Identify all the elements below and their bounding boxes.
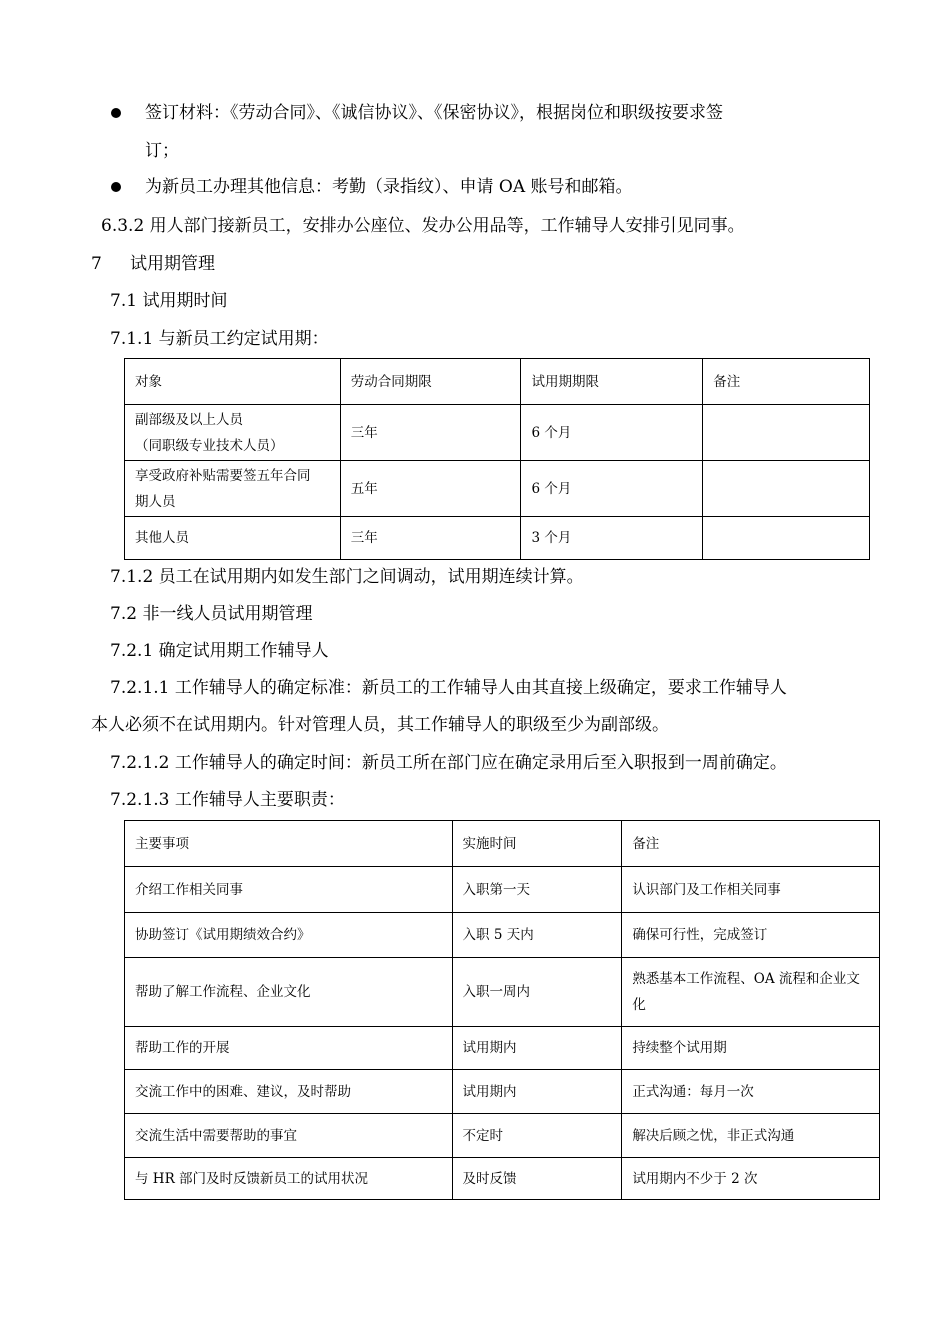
cell-line: 化 bbox=[632, 997, 646, 1013]
table-header-cell: 备注 bbox=[703, 359, 870, 405]
table-cell: 介绍工作相关同事 bbox=[125, 867, 453, 913]
heading-7-1-1: 7.1.1 与新员工约定试用期： bbox=[110, 329, 329, 349]
table-cell: 三年 bbox=[340, 517, 521, 560]
table-header-cell: 劳动合同期限 bbox=[340, 359, 521, 405]
paragraph-7-1-2: 7.1.2 员工在试用期内如发生部门之间调动，试用期连续计算。 bbox=[110, 567, 584, 587]
cell-line: 熟悉基本工作流程、OA 流程和企业文 bbox=[632, 971, 860, 987]
table-cell bbox=[622, 958, 880, 1027]
table-cell: 认识部门及工作相关同事 bbox=[622, 867, 880, 913]
table-cell: 五年 bbox=[340, 461, 521, 517]
table-row bbox=[125, 1027, 880, 1070]
bullet-text-continued: 订； bbox=[145, 141, 179, 161]
section-title: 试用期管理 bbox=[130, 254, 215, 274]
section-number: 7 bbox=[91, 254, 102, 274]
mentor-duties-table bbox=[124, 820, 880, 1200]
heading-7-2-1: 7.2.1 确定试用期工作辅导人 bbox=[110, 641, 329, 661]
table-cell: 不定时 bbox=[452, 1114, 622, 1158]
table-cell: 解决后顾之忧，非正式沟通 bbox=[622, 1114, 880, 1158]
probation-period-table bbox=[124, 358, 870, 560]
table-cell bbox=[125, 405, 341, 461]
table-cell: 试用期内 bbox=[452, 1070, 622, 1114]
table-row bbox=[125, 517, 870, 560]
table-cell: 及时反馈 bbox=[452, 1158, 622, 1200]
table-row bbox=[125, 867, 880, 913]
table-cell: 持续整个试用期 bbox=[622, 1027, 880, 1070]
table-cell bbox=[703, 405, 870, 461]
table-row bbox=[125, 405, 870, 461]
bullet-text: 签订材料：《劳动合同》、《诚信协议》、《保密协议》，根据岗位和职级按要求签 bbox=[145, 103, 723, 123]
table-header-cell: 对象 bbox=[125, 359, 341, 405]
table-header-cell: 试用期期限 bbox=[521, 359, 703, 405]
table-cell bbox=[125, 461, 341, 517]
table-cell: 3 个月 bbox=[521, 517, 703, 560]
table-cell: 帮助工作的开展 bbox=[125, 1027, 453, 1070]
table-cell: 交流工作中的困难、建议，及时帮助 bbox=[125, 1070, 453, 1114]
cell-line: 副部级及以上人员 bbox=[135, 411, 243, 428]
table-header-cell: 主要事项 bbox=[125, 821, 453, 867]
cell-line: 期人员 bbox=[135, 493, 176, 510]
table-cell: 帮助了解工作流程、企业文化 bbox=[125, 958, 453, 1027]
table-cell: 与 HR 部门及时反馈新员工的试用状况 bbox=[125, 1158, 453, 1200]
table-cell: 6 个月 bbox=[521, 405, 703, 461]
table-cell: 6 个月 bbox=[521, 461, 703, 517]
bullet-dot bbox=[111, 108, 121, 118]
paragraph-7-2-1-1-continued: 本人必须不在试用期内。针对管理人员，其工作辅导人的职级至少为副部级。 bbox=[91, 715, 669, 735]
paragraph-6-3-2: 6.3.2 用人部门接新员工，安排办公座位、发办公用品等，工作辅导人安排引见同事。 bbox=[101, 216, 745, 236]
bullet-dot bbox=[111, 182, 121, 192]
table-row bbox=[125, 1114, 880, 1158]
table-cell: 协助签订《试用期绩效合约》 bbox=[125, 913, 453, 958]
table-cell: 入职一周内 bbox=[452, 958, 622, 1027]
table-row bbox=[125, 958, 880, 1027]
table-cell: 其他人员 bbox=[125, 517, 341, 560]
table-cell: 入职第一天 bbox=[452, 867, 622, 913]
table-header-cell: 实施时间 bbox=[452, 821, 622, 867]
table-header-row bbox=[125, 359, 870, 405]
table-cell bbox=[703, 461, 870, 517]
cell-line: （同职级专业技术人员） bbox=[135, 437, 284, 454]
table-cell: 正式沟通：每月一次 bbox=[622, 1070, 880, 1114]
bullet-text: 为新员工办理其他信息：考勤（录指纹）、申请 OA 账号和邮箱。 bbox=[145, 177, 633, 197]
paragraph-7-2-1-1: 7.2.1.1 工作辅导人的确定标准：新员工的工作辅导人由其直接上级确定，要求工作辅导人 bbox=[110, 678, 787, 698]
cell-line: 享受政府补贴需要签五年合同 bbox=[135, 467, 311, 484]
heading-7-1: 7.1 试用期时间 bbox=[110, 291, 228, 311]
table-cell: 确保可行性，完成签订 bbox=[622, 913, 880, 958]
table-row bbox=[125, 1070, 880, 1114]
table-cell: 三年 bbox=[340, 405, 521, 461]
table-cell: 试用期内不少于 2 次 bbox=[622, 1158, 880, 1200]
table-row bbox=[125, 461, 870, 517]
table-row bbox=[125, 1158, 880, 1200]
heading-7-2: 7.2 非一线人员试用期管理 bbox=[110, 604, 313, 624]
paragraph-7-2-1-2: 7.2.1.2 工作辅导人的确定时间：新员工所在部门应在确定录用后至入职报到一周前确定。 bbox=[110, 753, 787, 773]
table-cell bbox=[703, 517, 870, 560]
table-cell: 试用期内 bbox=[452, 1027, 622, 1070]
table-header-row bbox=[125, 821, 880, 867]
table-cell: 入职 5 天内 bbox=[452, 913, 622, 958]
table-header-cell: 备注 bbox=[622, 821, 880, 867]
paragraph-7-2-1-3: 7.2.1.3 工作辅导人主要职责： bbox=[110, 790, 345, 810]
table-cell: 交流生活中需要帮助的事宜 bbox=[125, 1114, 453, 1158]
table-row bbox=[125, 913, 880, 958]
